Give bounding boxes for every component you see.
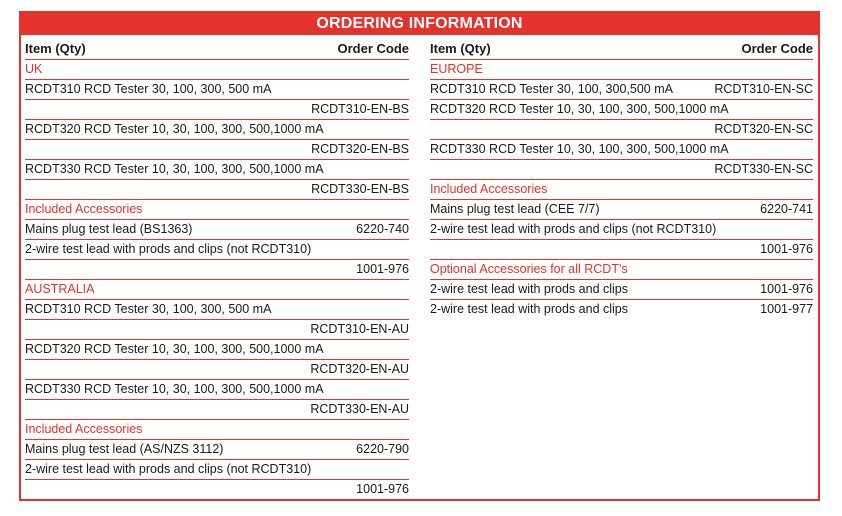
- section-label: Included Accessories: [25, 202, 143, 216]
- table-row: [430, 80, 813, 100]
- order-code: 6220-790: [356, 442, 409, 456]
- section-label: UK: [25, 62, 43, 76]
- table-row: [430, 120, 813, 140]
- table-row: [25, 240, 409, 260]
- table-row: [25, 340, 409, 360]
- code-header: Order Code: [741, 41, 813, 56]
- table-row: [25, 180, 409, 200]
- order-code: RCDT320-EN-BS: [311, 142, 409, 156]
- order-code: RCDT330-EN-AU: [310, 402, 409, 416]
- ordering-information-panel: [19, 11, 820, 501]
- table-row: [25, 140, 409, 160]
- left-rows: [25, 60, 409, 499]
- table-row: [25, 440, 409, 460]
- section-heading: [430, 60, 813, 80]
- order-code: 1001-976: [760, 282, 813, 296]
- panel-title: ORDERING INFORMATION: [21, 13, 818, 35]
- table-row: [25, 480, 409, 499]
- table-row: [25, 220, 409, 240]
- order-code: 1001-976: [356, 262, 409, 276]
- item-description: Mains plug test lead (BS1363): [25, 222, 193, 236]
- table-row: [430, 300, 813, 319]
- table-row: [25, 80, 409, 100]
- right-column: [430, 39, 813, 319]
- table-row: [430, 240, 813, 260]
- table-row: [25, 380, 409, 400]
- order-code: 6220-740: [356, 222, 409, 236]
- item-description: 2-wire test lead with prods and clips: [430, 282, 629, 296]
- item-header: Item (Qty): [25, 41, 86, 56]
- item-description: RCDT330 RCD Tester 10, 30, 100, 300, 500,1000 mA: [25, 162, 324, 176]
- item-description: 2-wire test lead with prods and clips: [430, 302, 629, 316]
- column-header: [25, 39, 409, 60]
- order-code: 1001-977: [760, 302, 813, 316]
- item-description: RCDT320 RCD Tester 10, 30, 100, 300, 500,1000 mA: [25, 342, 324, 356]
- section-label: EUROPE: [430, 62, 483, 76]
- section-label: Included Accessories: [25, 422, 143, 436]
- item-header: Item (Qty): [430, 41, 491, 56]
- item-description: RCDT320 RCD Tester 10, 30, 100, 300, 500,1000 mA: [25, 122, 324, 136]
- table-row: [430, 140, 813, 160]
- left-column: [25, 39, 409, 499]
- table-row: [25, 100, 409, 120]
- order-code: RCDT330-EN-SC: [714, 162, 813, 176]
- table-row: [430, 220, 813, 240]
- section-heading: [430, 180, 813, 200]
- item-description: RCDT310 RCD Tester 30, 100, 300, 500 mA: [25, 302, 272, 316]
- item-description: RCDT310 RCD Tester 30, 100, 300, 500 mA: [25, 82, 272, 96]
- order-code: RCDT310-EN-BS: [311, 102, 409, 116]
- section-label: Included Accessories: [430, 182, 548, 196]
- table-row: [430, 100, 813, 120]
- table-row: [430, 280, 813, 300]
- table-row: [25, 300, 409, 320]
- section-label: Optional Accessories for all RCDT's: [430, 262, 628, 276]
- item-description: RCDT310 RCD Tester 30, 100, 300,500 mA: [430, 82, 673, 96]
- table-row: [25, 360, 409, 380]
- order-code: RCDT310-EN-AU: [310, 322, 409, 336]
- table-row: [25, 460, 409, 480]
- item-description: RCDT320 RCD Tester 10, 30, 100, 300, 500,1000 mA: [430, 102, 729, 116]
- section-label: AUSTRALIA: [25, 282, 95, 296]
- item-description: RCDT330 RCD Tester 10, 30, 100, 300, 500,1000 mA: [25, 382, 324, 396]
- table-row: [430, 160, 813, 180]
- order-code: 1001-976: [356, 482, 409, 496]
- order-code: RCDT320-EN-SC: [714, 122, 813, 136]
- item-description: 2-wire test lead with prods and clips (not RCDT310): [25, 462, 312, 476]
- column-header: [430, 39, 813, 60]
- order-code: RCDT330-EN-BS: [311, 182, 409, 196]
- item-description: RCDT330 RCD Tester 10, 30, 100, 300, 500,1000 mA: [430, 142, 729, 156]
- order-code: 1001-976: [760, 242, 813, 256]
- order-code: RCDT310-EN-SC: [714, 82, 813, 96]
- item-description: Mains plug test lead (CEE 7/7): [430, 202, 600, 216]
- section-heading: [430, 260, 813, 280]
- section-heading: [25, 200, 409, 220]
- table-row: [25, 120, 409, 140]
- order-code: RCDT320-EN-AU: [310, 362, 409, 376]
- section-heading: [25, 280, 409, 300]
- item-description: 2-wire test lead with prods and clips (not RCDT310): [25, 242, 312, 256]
- code-header: Order Code: [337, 41, 409, 56]
- right-rows: [430, 60, 813, 319]
- table-row: [25, 320, 409, 340]
- item-description: 2-wire test lead with prods and clips (not RCDT310): [430, 222, 717, 236]
- section-heading: [25, 60, 409, 80]
- order-code: 6220-741: [760, 202, 813, 216]
- table-row: [25, 160, 409, 180]
- table-row: [430, 200, 813, 220]
- table-row: [25, 400, 409, 420]
- section-heading: [25, 420, 409, 440]
- table-row: [25, 260, 409, 280]
- item-description: Mains plug test lead (AS/NZS 3112): [25, 442, 224, 456]
